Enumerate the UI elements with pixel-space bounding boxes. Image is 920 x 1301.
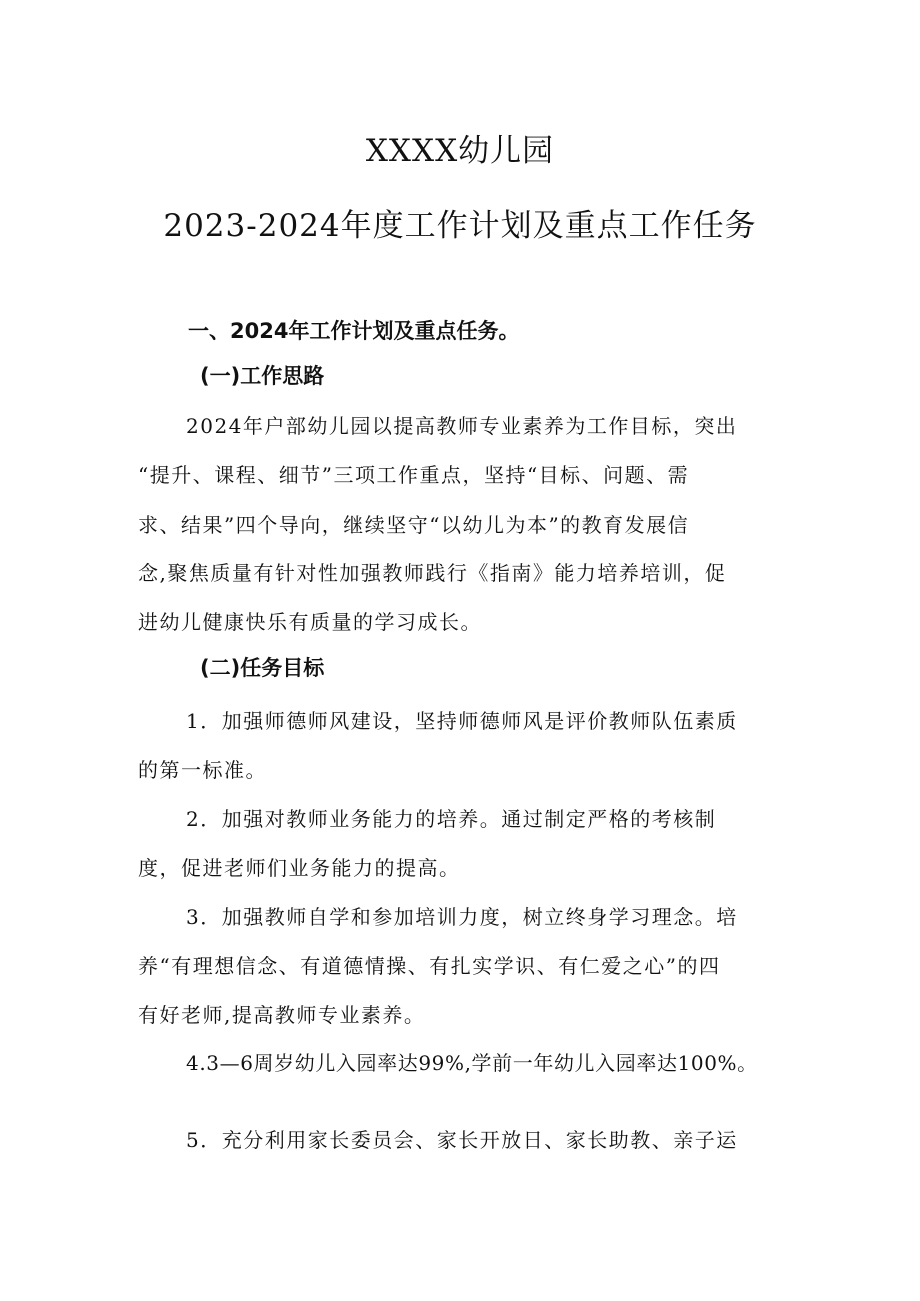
list-item-3-line: 有好老师,提高教师专业素养。 bbox=[138, 1003, 426, 1027]
list-item-5-line: 5．充分利用家长委员会、家长开放日、家长助教、亲子运 bbox=[186, 1128, 738, 1152]
list-item-3-line: 3．加强教师自学和参加培训力度，树立终身学习理念。培 bbox=[186, 905, 738, 929]
paragraph-line: 进幼儿健康快乐有质量的学习成长。 bbox=[138, 610, 482, 634]
list-item-1-line: 的第一标准。 bbox=[138, 758, 267, 782]
subsection-heading-task-goals: (二)任务目标 bbox=[200, 656, 325, 680]
list-item-3-line: 养“有理想信念、有道德情操、有扎实学识、有仁爱之心”的四 bbox=[138, 954, 721, 978]
paragraph-line: 2024年户部幼儿园以提高教师专业素养为工作目标，突出 bbox=[186, 414, 738, 438]
paragraph-line: 求、结果”四个导向，继续坚守“以幼儿为本”的教育发展信 bbox=[138, 513, 690, 537]
list-item-2-line: 2．加强对教师业务能力的培养。通过制定严格的考核制 bbox=[186, 807, 717, 831]
list-item-1-line: 1．加强师德师风建设，坚持师德师风是评价教师队伍素质 bbox=[186, 709, 738, 733]
paragraph-line: “提升、课程、细节”三项工作重点，坚持“目标、问题、需 bbox=[138, 463, 690, 487]
document-subtitle: 2023-2024年度工作计划及重点工作任务 bbox=[163, 208, 757, 244]
list-item-2-line: 度，促进老师们业务能力的提高。 bbox=[138, 856, 461, 880]
list-item-4-line: 4.3—6周岁幼儿入园率达99%,学前一年幼儿入园率达100%。 bbox=[186, 1051, 758, 1075]
subsection-heading-work-approach: (一)工作思路 bbox=[200, 364, 325, 388]
paragraph-line: 念,聚焦质量有针对性加强教师践行《指南》能力培养培训，促 bbox=[138, 561, 727, 585]
section-heading: 一、2024年工作计划及重点任务。 bbox=[188, 319, 520, 343]
document-title: XXXX幼儿园 bbox=[365, 133, 555, 169]
